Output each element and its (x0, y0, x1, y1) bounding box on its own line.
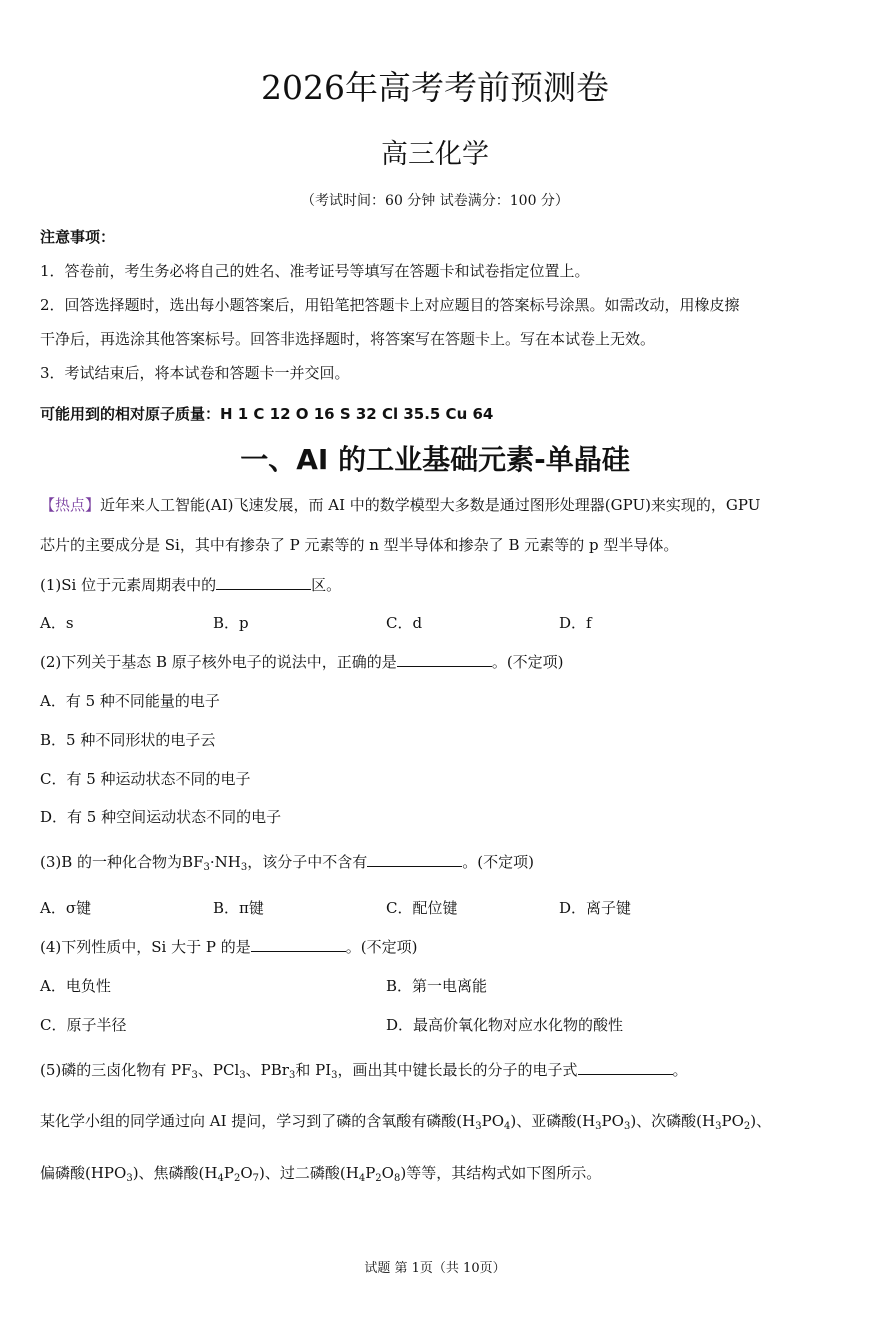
note-item-2-cont: 干净后，再选涂其他答案标号。回答非选择题时，将答案写在答题卡上。写在本试卷上无效。 (40, 330, 656, 348)
note-item-3: 3．考试结束后，将本试卷和答题卡一并交回。 (40, 364, 350, 382)
p1-s4: 3 (623, 1121, 631, 1132)
question-1-stem (40, 574, 341, 595)
q1-option-b: B．p (213, 614, 249, 632)
q1-answer-blank (216, 575, 311, 590)
question-5-stem (40, 1059, 688, 1081)
q3-formula-bf: BF (182, 853, 204, 871)
p1-s1: 3 (475, 1121, 482, 1132)
p2-d: O (240, 1164, 253, 1182)
p1-d: PO (601, 1112, 624, 1130)
q1-option-c: C．d (386, 614, 423, 632)
p2-b: )、焦磷酸(H (132, 1164, 218, 1182)
q3-option-d: D．离子键 (559, 899, 632, 917)
q2-stem-b: 。(不定项) (491, 653, 564, 671)
q5-sub-1: 3 (191, 1070, 198, 1081)
q2-stem-a: (2)下列关于基态 B 原子核外电子的说法中，正确的是 (40, 653, 397, 671)
q3-option-a: A．σ键 (40, 899, 92, 917)
q4-option-b: B．第一电离能 (386, 977, 488, 995)
q3-stem-b: ，该分子中不含有 (247, 853, 368, 871)
q2-option-c: C．有 5 种运动状态不同的电子 (40, 770, 251, 788)
p1-c: )、亚磷酸(H (510, 1112, 596, 1130)
q5-stem-a: (5)磷的三卤化物有 PF (40, 1061, 192, 1079)
q3-stem-c: 。(不定项) (462, 853, 534, 871)
p1-e: )、次磷酸(H (630, 1112, 716, 1130)
p2-s4: 7 (252, 1173, 260, 1184)
q3-option-c: C．配位键 (386, 899, 458, 917)
q4-option-a: A．电负性 (40, 977, 111, 995)
q2-option-d: D．有 5 种空间运动状态不同的电子 (40, 808, 282, 826)
q2-option-b: B．5 种不同形状的电子云 (40, 731, 216, 749)
q2-answer-blank (397, 652, 492, 667)
p1-f: PO (721, 1112, 744, 1130)
p2-s2: 4 (217, 1173, 224, 1184)
p1-a: 某化学小组的同学通过向 AI 提问，学习到了磷的含氧酸有磷酸(H (40, 1112, 476, 1130)
exam-subtitle: 高三化学 (381, 139, 489, 170)
exam-info: （考试时间：60 分钟 试卷满分：100 分） (301, 193, 569, 209)
q5-sub-3: 3 (288, 1070, 296, 1081)
question-4-stem (40, 936, 417, 957)
p1-s3: 3 (595, 1121, 602, 1132)
p1-s2: 4 (504, 1121, 511, 1132)
p1-b: PO (481, 1112, 504, 1130)
passage-line-2 (40, 1162, 601, 1184)
q3-stem-a: (3)B 的一种化合物为 (40, 853, 183, 871)
q5-pi: 和 PI (295, 1061, 332, 1079)
q3-formula (182, 853, 247, 871)
intro-line-2: 芯片的主要成分是 Si，其中有掺杂了 P 元素等的 n 型半导体和掺杂了 B 元素等的 p 型半导体。 (40, 536, 679, 554)
q1-option-a: A．s (40, 614, 74, 632)
q1-stem-b: 区。 (311, 576, 342, 594)
intro-text-1: 近年来人工智能(AI)飞速发展，而 AI 中的数学模型大多数是通过图形处理器(GPU)来实现的，GPU (100, 496, 761, 514)
intro-line-1 (40, 494, 760, 515)
q5-pbr: 、PBr (245, 1061, 289, 1079)
question-3-stem (40, 851, 534, 873)
notes-heading: 注意事项： (40, 228, 116, 246)
note-item-2: 2．回答选择题时，选出每小题答案后，用铅笔把答题卡上对应题目的答案标号涂黑。如需改动，用橡皮擦 (40, 296, 740, 314)
q3-formula-sub-2: 3 (240, 862, 248, 873)
q1-option-d: D．f (559, 614, 592, 632)
q2-option-a: A．有 5 种不同能量的电子 (40, 692, 220, 710)
q3-answer-blank (367, 852, 462, 867)
q3-option-b: B．π键 (213, 899, 264, 917)
p2-c: P (223, 1164, 234, 1182)
p2-s1: 3 (126, 1173, 133, 1184)
section-title: 一、AI 的工业基础元素-单晶硅 (240, 443, 630, 476)
question-2-stem (40, 651, 564, 672)
p2-g: O (381, 1164, 394, 1182)
q5-pcl: 、PCl (197, 1061, 240, 1079)
q5-answer-blank (578, 1060, 673, 1075)
p2-e: )、过二磷酸(H (259, 1164, 359, 1182)
page-footer: 试题 第 1页（共 10页） (364, 1261, 506, 1276)
q5-sub-4: 3 (331, 1070, 338, 1081)
q4-option-c: C．原子半径 (40, 1016, 127, 1034)
passage-line-1 (40, 1110, 771, 1132)
q5-stem-c: 。 (672, 1061, 688, 1079)
p2-s5: 4 (358, 1173, 366, 1184)
q5-stem-b: ，画出其中键长最长的分子的电子式 (337, 1061, 578, 1079)
p1-s6: 2 (743, 1121, 751, 1132)
p1-g: )、 (750, 1112, 772, 1130)
q4-option-d: D．最高价氧化物对应水化物的酸性 (386, 1016, 624, 1034)
q3-formula-sub-1: 3 (203, 862, 210, 873)
q4-answer-blank (251, 937, 346, 952)
p2-h: )等等，其结构式如下图所示。 (400, 1164, 602, 1182)
p2-s7: 8 (393, 1173, 401, 1184)
q5-sub-2: 3 (239, 1070, 246, 1081)
note-item-1: 1．答卷前，考生务必将自己的姓名、准考证号等填写在答题卡和试卷指定位置上。 (40, 262, 590, 280)
p1-s5: 3 (715, 1121, 722, 1132)
hot-tag: 【热点】 (40, 496, 101, 514)
q3-formula-nh: ·NH (209, 853, 241, 871)
atomic-masses: 可能用到的相对原子质量：H 1 C 12 O 16 S 32 Cl 35.5 Cu 64 (40, 405, 494, 423)
p2-a: 偏磷酸(HPO (40, 1164, 127, 1182)
q4-stem-a: (4)下列性质中，Si 大于 P 的是 (40, 938, 251, 956)
q1-stem-a: (1)Si 位于元素周期表中的 (40, 576, 217, 594)
p2-s6: 2 (375, 1173, 382, 1184)
p2-s3: 2 (233, 1173, 241, 1184)
p2-f: P (365, 1164, 376, 1182)
q4-stem-b: 。(不定项) (345, 938, 418, 956)
exam-title: 2026年高考考前预测卷 (261, 68, 609, 107)
